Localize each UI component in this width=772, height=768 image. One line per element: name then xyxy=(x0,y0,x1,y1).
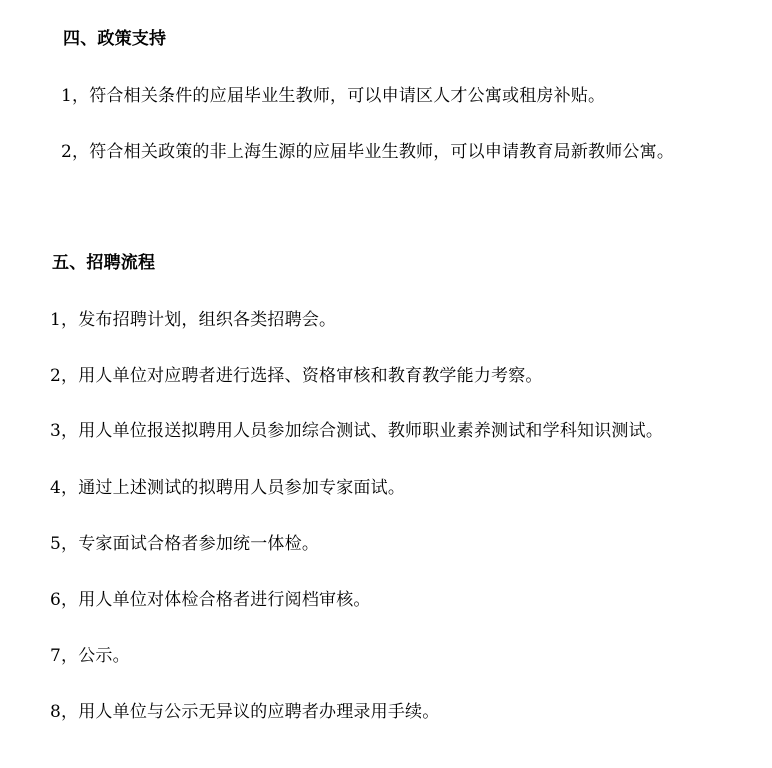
process-step-1: 1，发布招聘计划，组织各类招聘会。 xyxy=(50,310,337,330)
process-step-4: 4，通过上述测试的拟聘用人员参加专家面试。 xyxy=(50,478,406,498)
process-step-6: 6，用人单位对体检合格者进行阅档审核。 xyxy=(50,590,371,610)
policy-item-1: 1，符合相关条件的应届毕业生教师，可以申请区人才公寓或租房补贴。 xyxy=(61,86,606,106)
policy-item-2: 2，符合相关政策的非上海生源的应届毕业生教师，可以申请教育局新教师公寓。 xyxy=(61,142,675,162)
process-step-8: 8，用人单位与公示无异议的应聘者办理录用手续。 xyxy=(50,702,440,722)
process-step-2: 2，用人单位对应聘者进行选择、资格审核和教育教学能力考察。 xyxy=(50,366,543,386)
process-step-3: 3，用人单位报送拟聘用人员参加综合测试、教师职业素养测试和学科知识测试。 xyxy=(50,421,664,441)
section-heading-policy-support: 四、政策支持 xyxy=(63,29,167,49)
process-step-7: 7，公示。 xyxy=(50,646,130,666)
section-heading-recruitment-process: 五、招聘流程 xyxy=(52,253,156,273)
process-step-5: 5，专家面试合格者参加统一体检。 xyxy=(50,534,320,554)
